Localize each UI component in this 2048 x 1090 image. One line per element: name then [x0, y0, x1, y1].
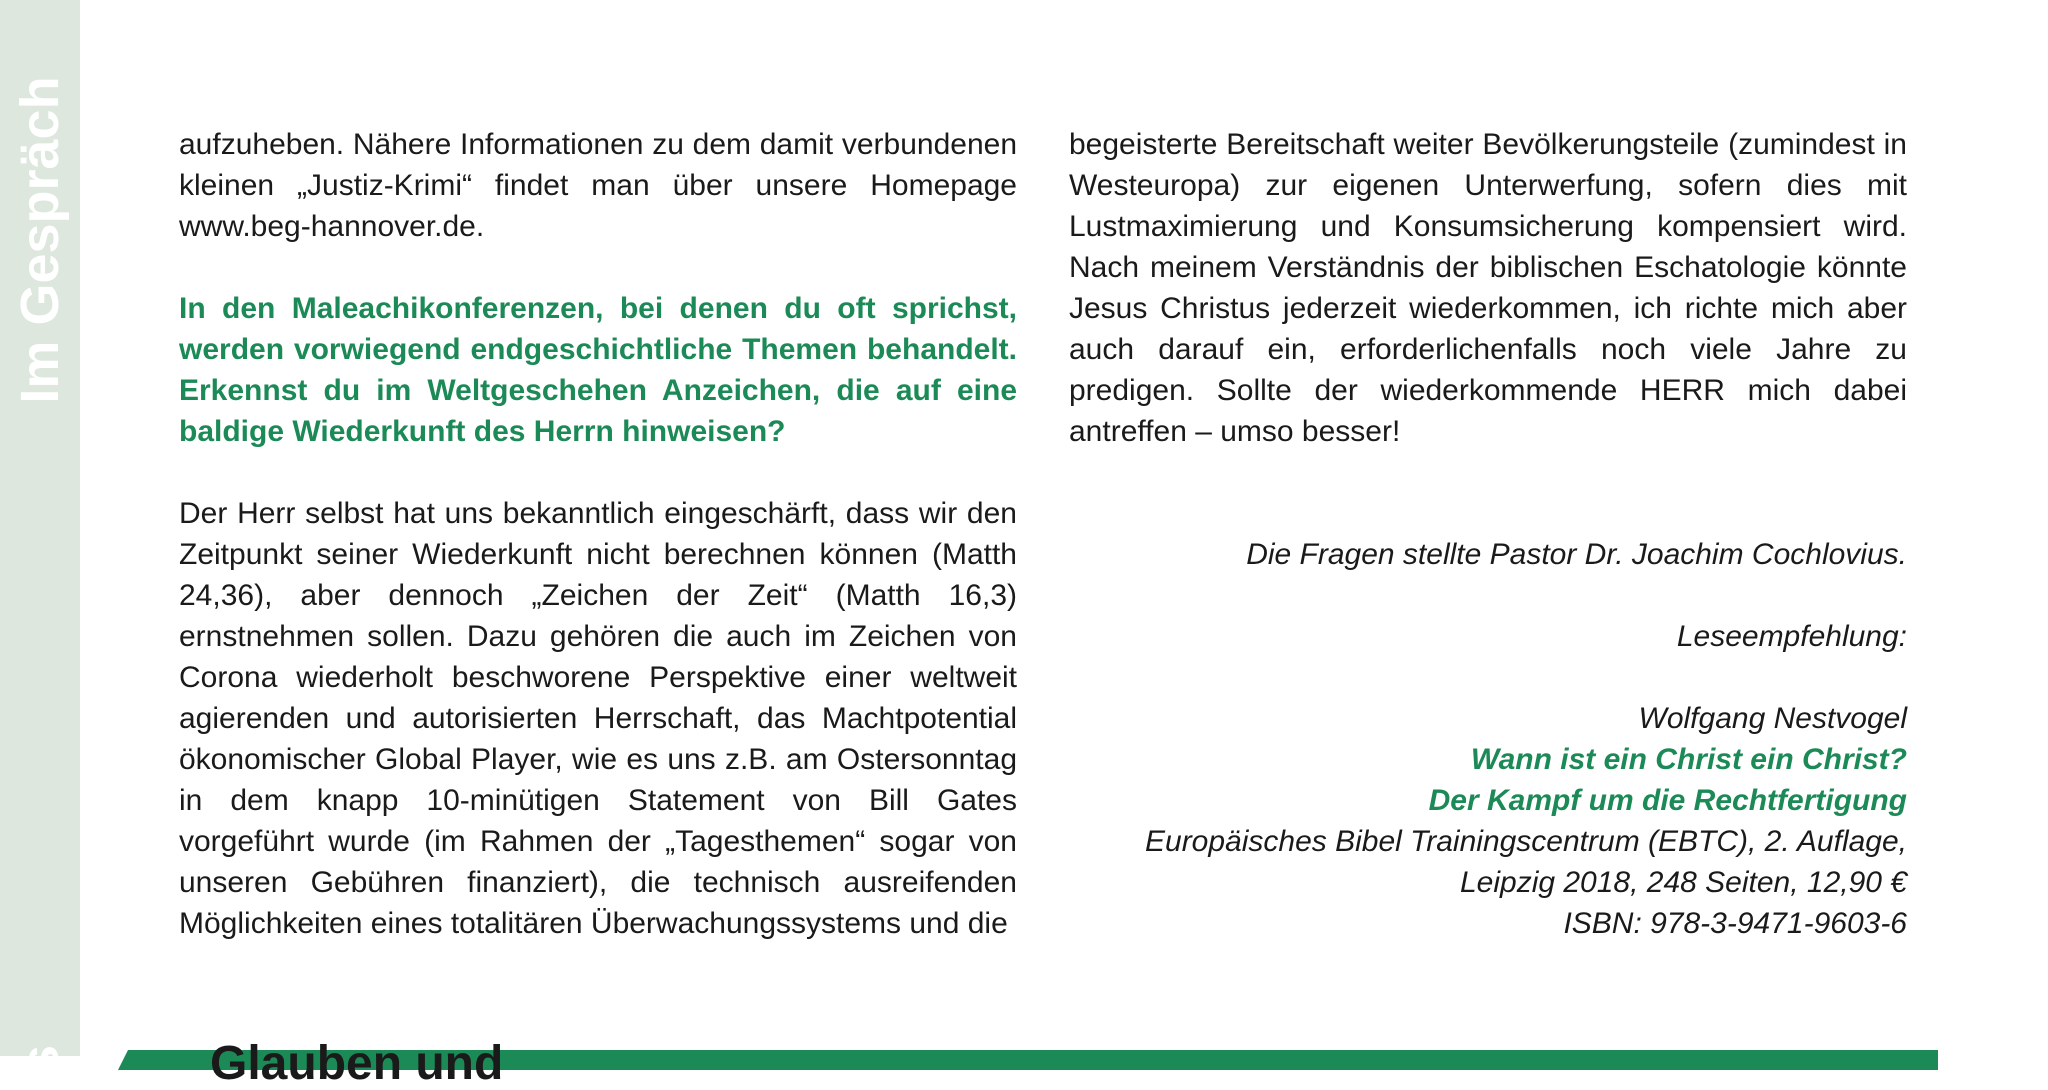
sidebar-strip [0, 0, 80, 1076]
book-subtitle: Der Kampf um die Rechtfertigung [1428, 784, 1907, 817]
paragraph: aufzuheben. Nähere Informationen zu dem damit verbundenen kleinen „Justiz-Krimi“ findet man über unsere Homepage www.beg-hannover.de. [179, 128, 1017, 243]
book-publisher: Europäisches Bibel Trainingscentrum (EBTC), 2. Auflage, [1145, 825, 1907, 858]
interviewer-credit: Die Fragen stellte Pastor Dr. Joachim Cochlovius. [1246, 538, 1907, 571]
recommendation-label: Leseempfehlung: [1676, 620, 1907, 653]
paragraph: begeisterte Bereitschaft weiter Bevölkerungsteile (zumindest in Westeuropa) zur eigenen Unterwerfung, sofern dies mit Lustmaximierung und Konsumsicherung kompensiert wird. Nach meinem Verständnis der biblischen Eschatologie könnte Jesus Christus jederzeit wiederkommen, ich richte mich aber auch darauf ein, erforderlichenfalls noch viele Jahre zu predigen. Sollte der wiederkommende HERR mich dabei antreffen – umso besser! [1069, 128, 1907, 448]
interview-question: In den Maleachikonferenzen, bei denen du oft sprichst, werden vorwiegend endgeschichtliche Themen behandelt. Erkennst du im Weltgeschehen Anzeichen, die auf eine baldige Wiederkunft des Herrn hinweisen? [179, 292, 1017, 448]
book-details: Leipzig 2018, 248 Seiten, 12,90 € [1459, 866, 1907, 899]
book-author: Wolfgang Nestvogel [1638, 702, 1907, 735]
paragraph: Der Herr selbst hat uns bekanntlich eingeschärft, dass wir den Zeitpunkt seiner Wiederkunft nicht berechnen können (Matth 24,36), aber dennoch „Zeichen der Zeit“ (Matth 16,3) ernstnehmen sollen. Dazu gehören die auch im Zeichen von Corona wiederholt beschworene Perspektive einer weltweit agierenden und autorisierten Herrschaft, das Machtpotential ökonomischer Global Player, wie es uns z.B. am Ostersonntag in dem knapp 10-minütigen Statement von Bill Gates vorgeführt wurde (im Rahmen der „Tagesthemen“ sogar von unseren Gebühren finanziert), die technisch ausreifenden Möglichkeiten eines totalitären Überwachungssystems und die [179, 497, 1017, 940]
book-isbn: ISBN: 978-3-9471-9603-6 [1563, 907, 1907, 940]
left-column [179, 124, 1017, 944]
right-column [1069, 124, 1907, 944]
section-label-next: s [10, 1044, 70, 1076]
footer-banner-text: Glauben und [210, 1037, 504, 1090]
book-title: Wann ist ein Christ ein Christ? [1470, 743, 1907, 776]
section-label: Im Gespräch [10, 76, 70, 404]
footer-banner-heading [210, 1037, 810, 1090]
article-credits [1069, 534, 1907, 944]
